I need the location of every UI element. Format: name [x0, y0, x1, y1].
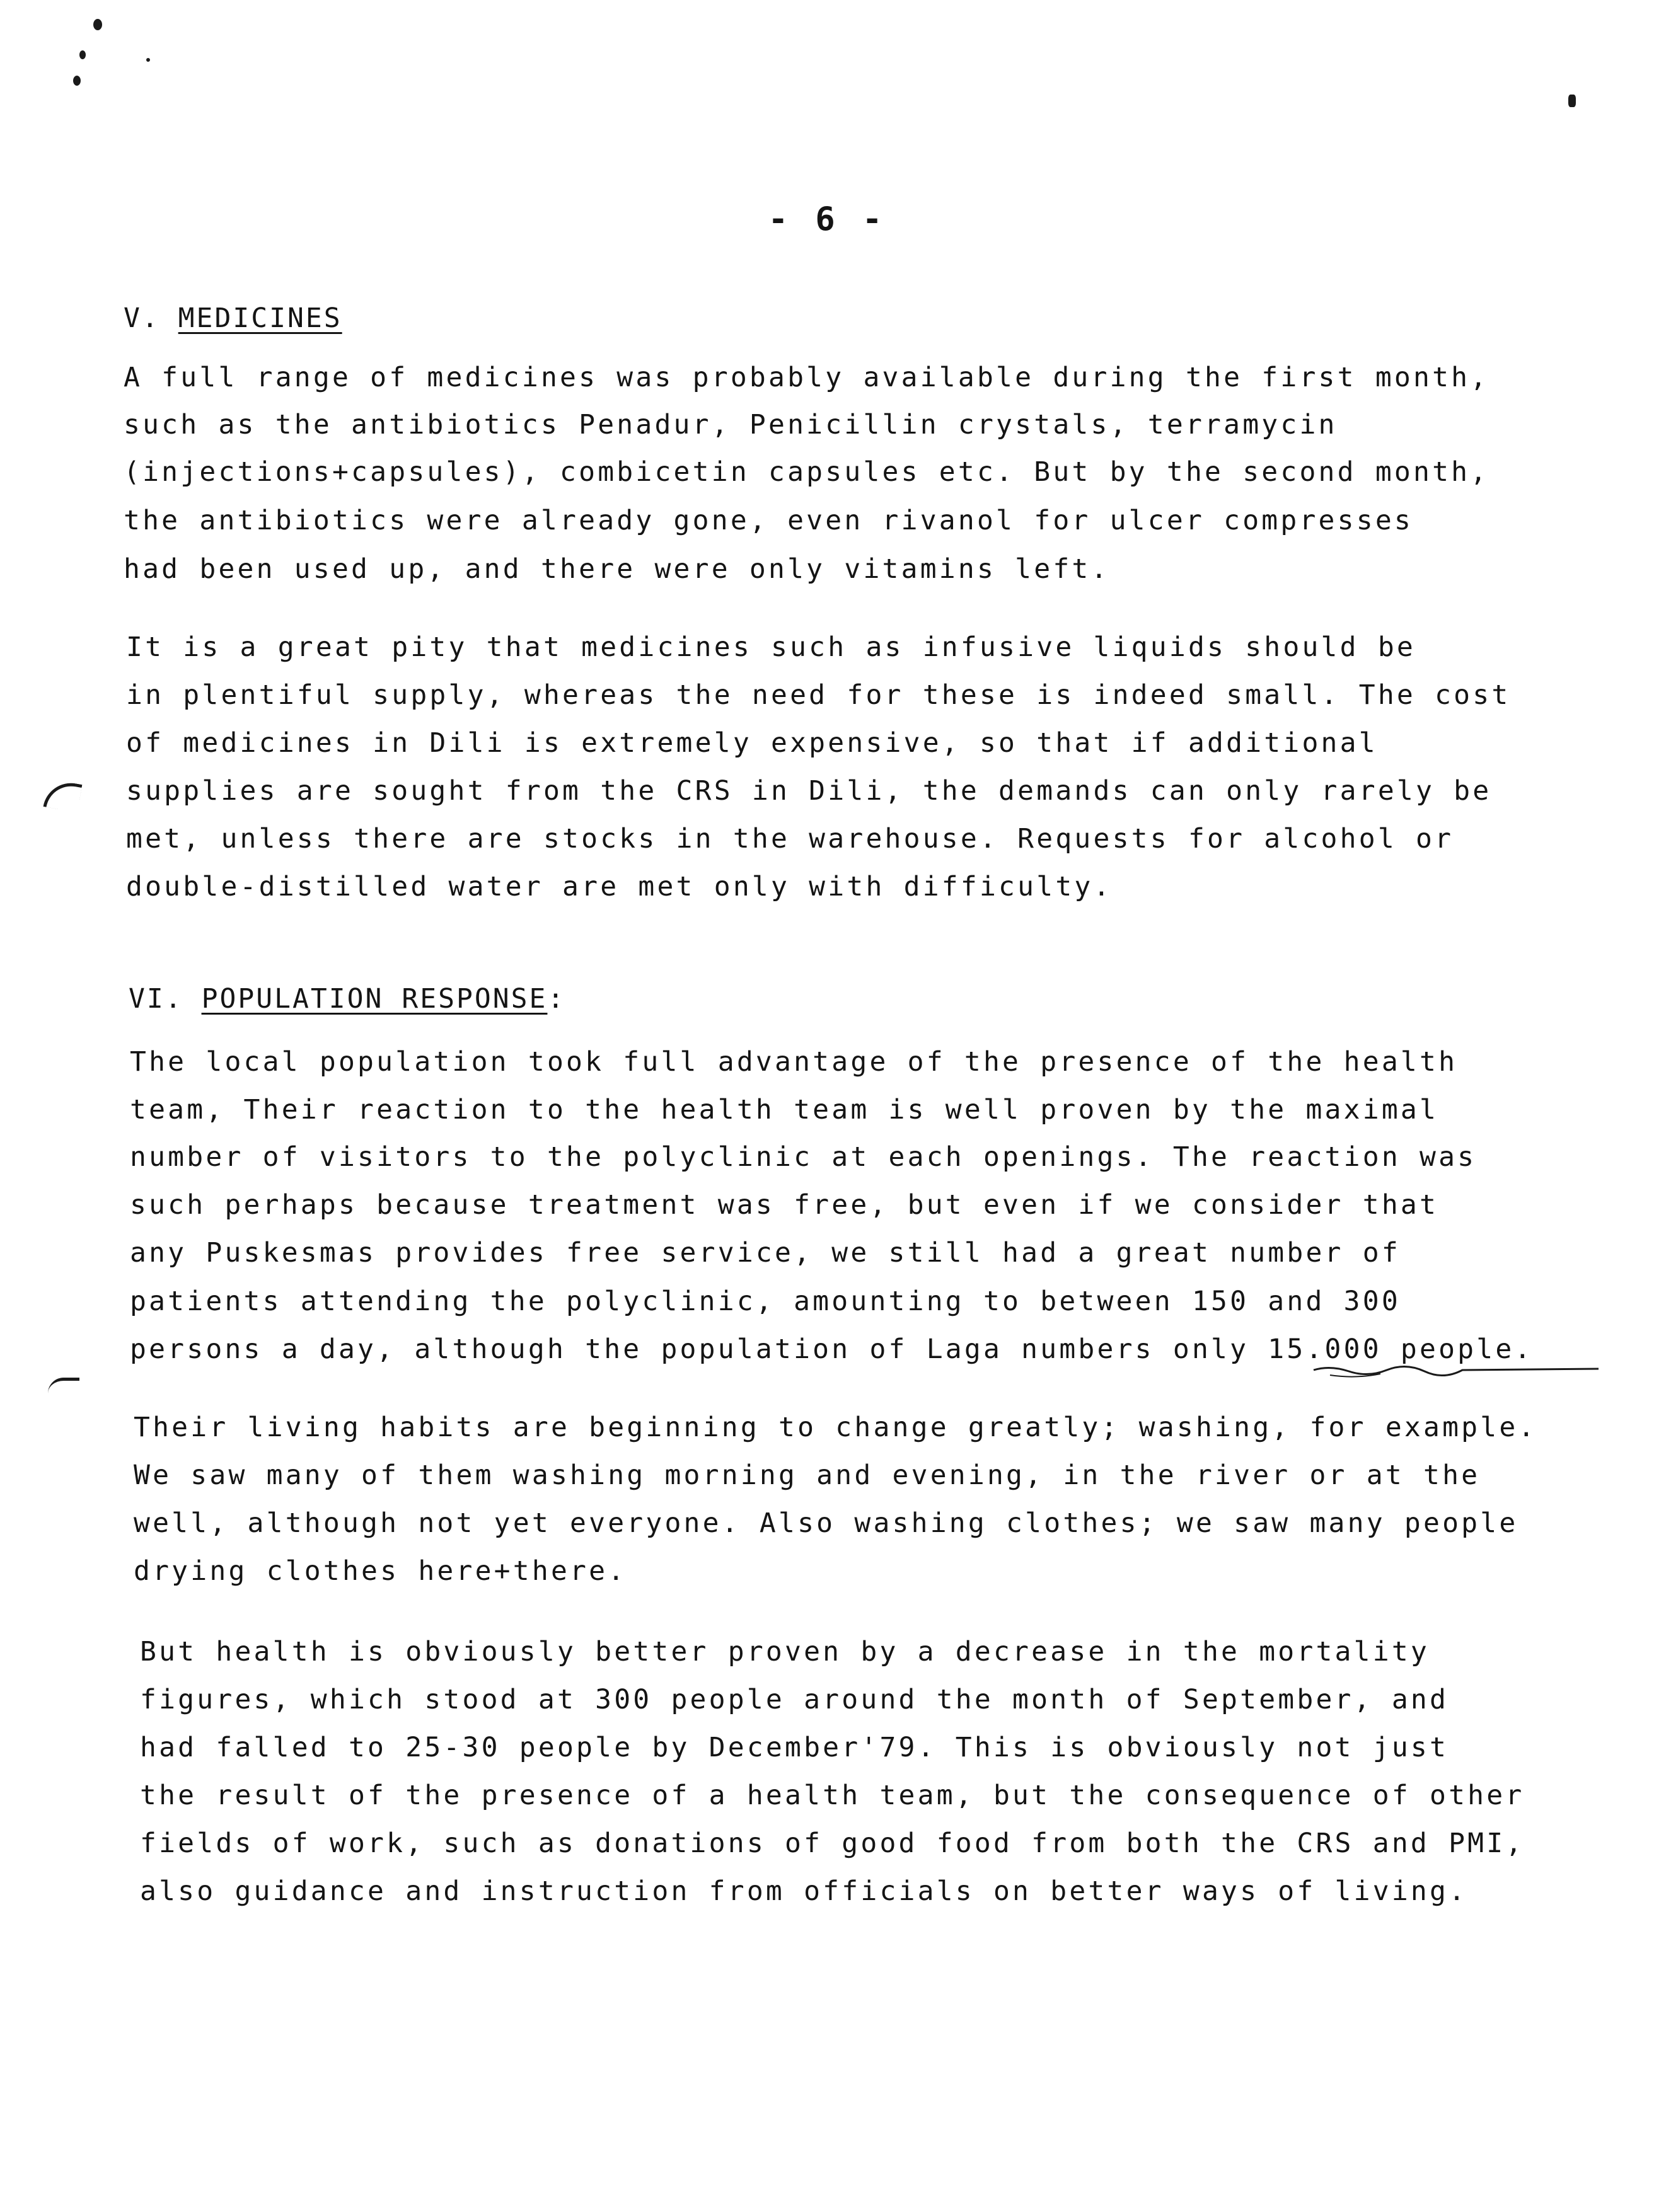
text-line: had been used up, and there were only vitamins left.	[124, 553, 1110, 585]
handwritten-underline	[1311, 1362, 1601, 1381]
text-line: fields of work, such as donations of good food from both the CRS and PMI,	[140, 1828, 1525, 1859]
text-line: well, although not yet everyone. Also washing clothes; we saw many people	[134, 1507, 1518, 1539]
text-line: figures, which stood at 300 people around the month of September, and	[140, 1684, 1449, 1715]
text-line: persons a day, although the population of Laga numbers only 15.000 people.	[130, 1334, 1534, 1365]
section-v-heading	[124, 302, 342, 334]
text-line: any Puskesmas provides free service, we still had a great number of	[130, 1237, 1401, 1269]
text-line: We saw many of them washing morning and evening, in the river or at the	[134, 1460, 1481, 1491]
speck	[1568, 95, 1576, 107]
text-line: (injections+capsules), combicetin capsules etc. But by the second month,	[124, 456, 1489, 488]
text-line: number of visitors to the polyclinic at each openings. The reaction was	[130, 1141, 1477, 1173]
margin-mark	[43, 779, 83, 813]
section-vi-number: VI.	[129, 983, 183, 1015]
text-line: team, Their reaction to the health team is well proven by the maximal	[130, 1094, 1439, 1126]
text-line: But health is obviously better proven by a decrease in the mortality	[140, 1636, 1430, 1668]
text-line: Their living habits are beginning to change greatly; washing, for example.	[134, 1412, 1537, 1443]
text-line: drying clothes here+there.	[134, 1555, 627, 1587]
punch-mark	[79, 50, 86, 59]
margin-mark	[48, 1378, 79, 1393]
section-vi-title: POPULATION RESPONSE	[201, 983, 548, 1015]
section-vi-colon: :	[547, 983, 566, 1015]
text-line: of medicines in Dili is extremely expensive, so that if additional	[126, 727, 1378, 759]
punch-mark	[93, 19, 102, 30]
punch-mark	[73, 76, 81, 86]
text-line: the result of the presence of a health team, but the consequence of other	[140, 1780, 1525, 1811]
text-line: A full range of medicines was probably available during the first month,	[124, 362, 1489, 393]
page-number: - 6 -	[768, 200, 886, 238]
section-vi-heading	[129, 983, 565, 1015]
text-line: had falled to 25-30 people by December'79. This is obviously not just	[140, 1732, 1449, 1763]
text-line: such perhaps because treatment was free, but even if we consider that	[130, 1189, 1439, 1221]
text-line: The local population took full advantage of the presence of the health	[130, 1046, 1458, 1078]
text-line: It is a great pity that medicines such as infusive liquids should be	[126, 631, 1416, 663]
text-line: double-distilled water are met only with difficulty.	[126, 871, 1113, 902]
text-line: in plentiful supply, whereas the need for these is indeed small. The cost	[126, 679, 1511, 711]
section-v-number: V.	[124, 302, 160, 334]
section-v-title: MEDICINES	[178, 302, 342, 334]
text-line: such as the antibiotics Penadur, Penicillin crystals, terramycin	[124, 409, 1338, 441]
text-line: also guidance and instruction from officials on better ways of living.	[140, 1875, 1468, 1907]
text-line: patients attending the polyclinic, amounting to between 150 and 300	[130, 1286, 1401, 1317]
text-line: the antibiotics were already gone, even rivanol for ulcer compresses	[124, 505, 1413, 536]
text-line: met, unless there are stocks in the warehouse. Requests for alcohol or	[126, 823, 1454, 855]
text-line: supplies are sought from the CRS in Dili, the demands can only rarely be	[126, 775, 1492, 807]
speck	[146, 58, 150, 62]
